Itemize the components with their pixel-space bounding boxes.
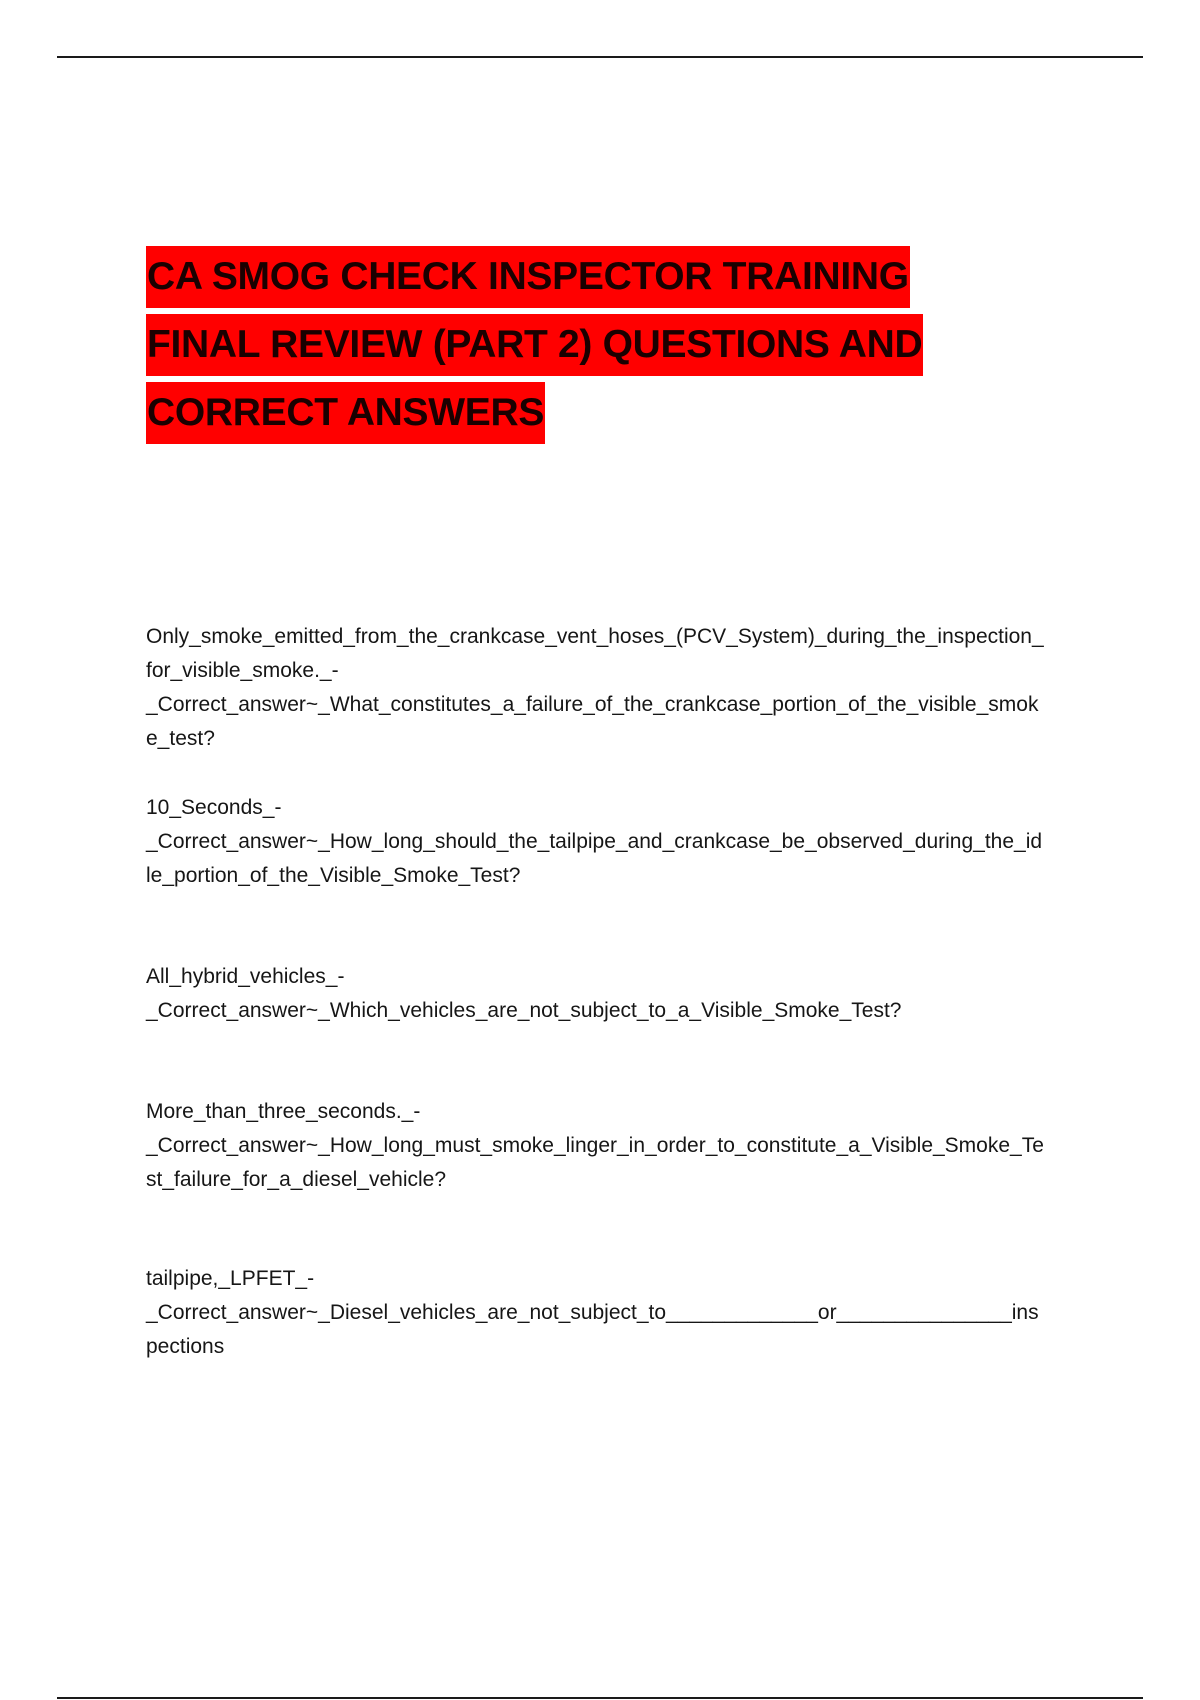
qa-item-4: [146, 1095, 1046, 1262]
document-title: [146, 246, 1146, 450]
header-rule: [57, 56, 1143, 58]
qa-question: _Correct_answer~_Which_vehicles_are_not_subject_to_a_Visible_Smoke_Test?: [146, 999, 902, 1022]
title-line-3: CORRECT ANSWERS: [146, 382, 545, 444]
qa-item-1: [146, 620, 1046, 791]
qa-answer: 10_Seconds_-: [146, 796, 282, 819]
qa-question: _Correct_answer~_Diesel_vehicles_are_not_subject_to_____________or_______________inspections: [146, 1301, 1039, 1358]
qa-answer: tailpipe,_LPFET_-: [146, 1267, 315, 1290]
qa-item-2: [146, 791, 1046, 960]
qa-item-5: [146, 1262, 1046, 1372]
qa-item-3: [146, 960, 1046, 1095]
qa-answer: More_than_three_seconds._-: [146, 1100, 421, 1123]
title-line-2: FINAL REVIEW (PART 2) QUESTIONS AND: [146, 314, 923, 376]
qa-list: [146, 620, 1046, 1372]
title-line-1: CA SMOG CHECK INSPECTOR TRAINING: [146, 246, 910, 308]
qa-answer: All_hybrid_vehicles_-: [146, 965, 345, 988]
footer-rule: [57, 1697, 1143, 1699]
qa-question: _Correct_answer~_What_constitutes_a_failure_of_the_crankcase_portion_of_the_visible_smoke_test?: [146, 693, 1039, 750]
qa-answer: Only_smoke_emitted_from_the_crankcase_vent_hoses_(PCV_System)_during_the_inspection_for_visible_smoke._-: [146, 625, 1044, 682]
qa-question: _Correct_answer~_How_long_must_smoke_linger_in_order_to_constitute_a_Visible_Smoke_Test_failure_for_a_diesel_vehicle?: [146, 1134, 1044, 1191]
qa-question: _Correct_answer~_How_long_should_the_tailpipe_and_crankcase_be_observed_during_the_idle_portion_of_the_Visible_Smoke_Test?: [146, 830, 1043, 887]
